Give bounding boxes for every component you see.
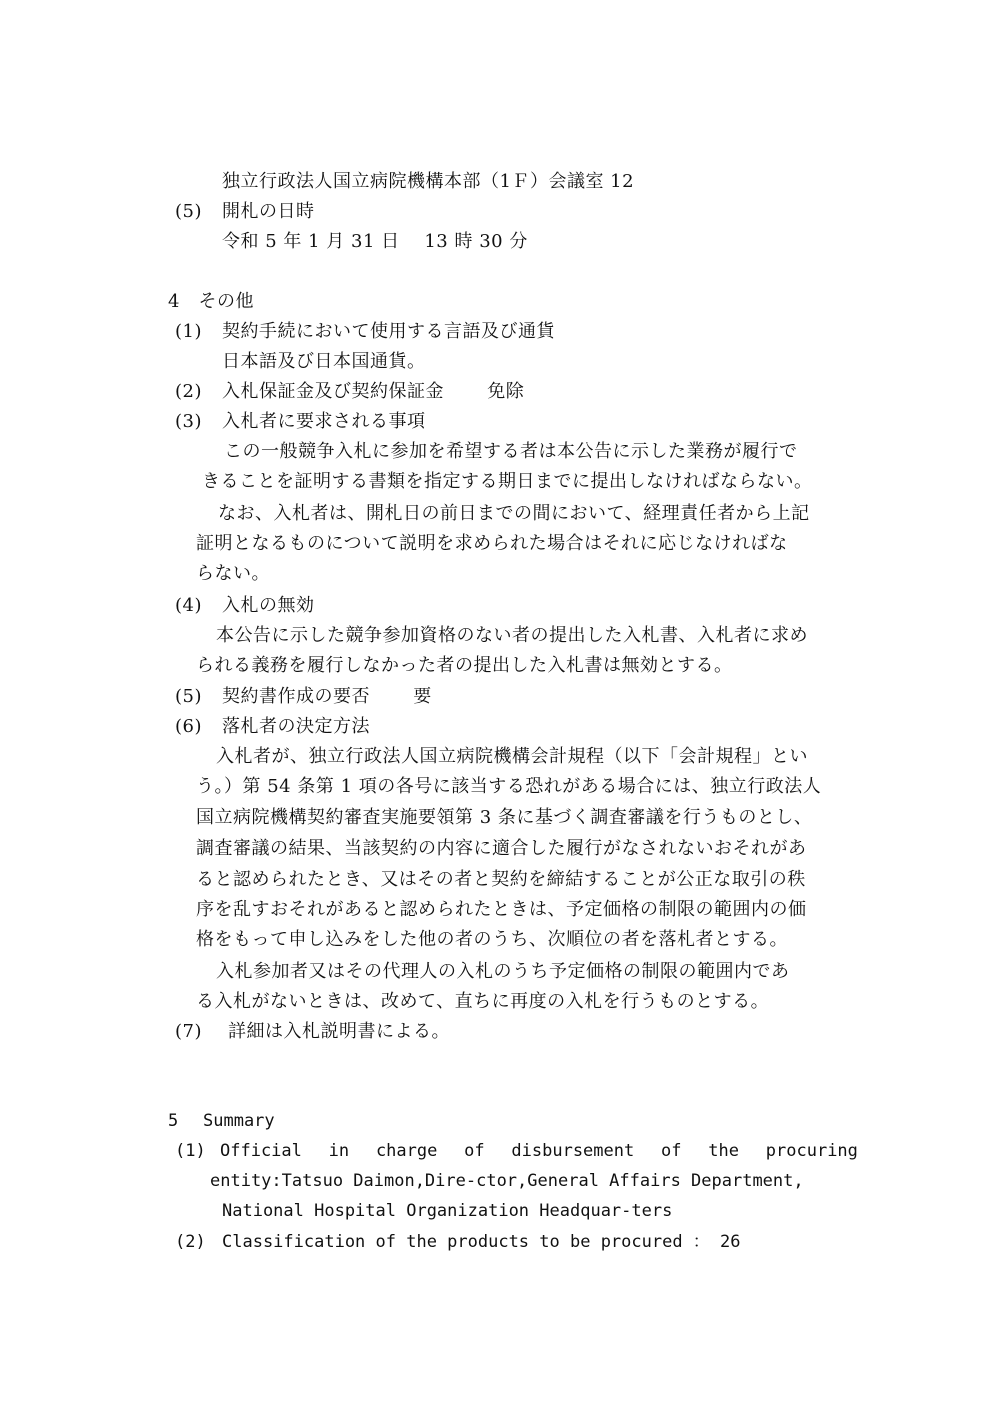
venue-line: 独立行政法人国立病院機構本部（1Ｆ）会議室 12 xyxy=(222,171,635,192)
item-title: 詳細は入札説明書による。 xyxy=(228,1021,450,1042)
word: of xyxy=(661,1141,682,1161)
word: in xyxy=(328,1141,350,1161)
item-title: 入札の無効 xyxy=(222,595,315,616)
item-number: (5) xyxy=(175,686,202,707)
section-heading: 4 その他 xyxy=(168,291,254,312)
item-title: 入札者に要求される事項 xyxy=(222,411,426,432)
word: of xyxy=(464,1141,485,1161)
summary-line: National Hospital Organization Headquar-ters xyxy=(222,1201,673,1221)
summary-line: Classification of the products to be procured ： 26 xyxy=(222,1232,741,1252)
item-body-line: 調査審議の結果、当該契約の内容に適合した履行がなされないおそれがあ xyxy=(196,838,807,859)
item-body-line: う。）第 54 条第 1 項の各号に該当する恐れがある場合には、独立行政法人 xyxy=(196,776,822,797)
item-number: (3) xyxy=(175,411,202,432)
section-number: 5 xyxy=(168,1111,179,1131)
word: disbursement xyxy=(511,1141,635,1161)
item-body-line: らない。 xyxy=(196,563,270,584)
item-title: 開札の日時 xyxy=(222,201,315,222)
item-number: (7) xyxy=(175,1021,202,1042)
word: procuring xyxy=(765,1141,858,1161)
word: Official xyxy=(220,1141,302,1161)
item-title: 契約手続において使用する言語及び通貨 xyxy=(222,321,555,342)
item-body-line: 証明となるものについて説明を求められた場合はそれに応じなければな xyxy=(196,533,788,554)
item-body-line: この一般競争入札に参加を希望する者は本公告に示した業務が履行で xyxy=(224,441,798,462)
word: charge xyxy=(375,1141,438,1161)
item-number: (1) xyxy=(175,321,202,342)
item-number: (4) xyxy=(175,595,202,616)
word: the xyxy=(708,1141,739,1161)
item-body-line: られる義務を履行しなかった者の提出した入札書は無効とする。 xyxy=(196,655,733,676)
item-body-line: 日本語及び日本国通貨。 xyxy=(222,351,426,372)
item-body-line: 格をもって申し込みをした他の者のうち、次順位の者を落札者とする。 xyxy=(196,929,788,950)
item-title: 入札保証金及び契約保証金 免除 xyxy=(222,381,525,402)
summary-line: entity:Tatsuo Daimon,Dire-ctor,General Affairs Department, xyxy=(210,1171,804,1191)
item-body-line: きることを証明する書類を指定する期日までに提出しなければならない。 xyxy=(202,471,813,492)
item-body-line: 序を乱すおそれがあると認められたときは、予定価格の制限の範囲内の価 xyxy=(196,899,807,920)
item-body-line: なお、入札者は、開札日の前日までの間において、経理責任者から上記 xyxy=(218,503,810,524)
opening-datetime: 令和 5 年 1 月 31 日 13 時 30 分 xyxy=(222,231,528,252)
item-title: 契約書作成の要否 要 xyxy=(222,686,432,707)
item-number: (2) xyxy=(175,381,202,402)
item-number: (1) xyxy=(175,1141,206,1161)
summary-line-justified xyxy=(220,1139,858,1163)
item-body-line: ると認められたとき、又はその者と契約を締結することが公正な取引の秩 xyxy=(196,869,806,890)
item-body-line: 入札参加者又はその代理人の入札のうち予定価格の制限の範囲内であ xyxy=(216,961,790,982)
item-body-line: 国立病院機構契約審査実施要領第 3 条に基づく調査審議を行うものとし、 xyxy=(196,807,813,828)
item-number: (5) xyxy=(175,201,202,222)
item-number: (2) xyxy=(175,1232,206,1252)
section-heading: Summary xyxy=(203,1111,275,1131)
item-body-line: る入札がないときは、改めて、直ちに再度の入札を行うものとする。 xyxy=(196,991,770,1012)
item-body-line: 入札者が、独立行政法人国立病院機構会計規程（以下「会計規程」とい xyxy=(216,746,808,767)
item-number: (6) xyxy=(175,716,202,737)
item-body-line: 本公告に示した競争参加資格のない者の提出した入札書、入札者に求め xyxy=(216,625,808,646)
item-title: 落札者の決定方法 xyxy=(222,716,370,737)
